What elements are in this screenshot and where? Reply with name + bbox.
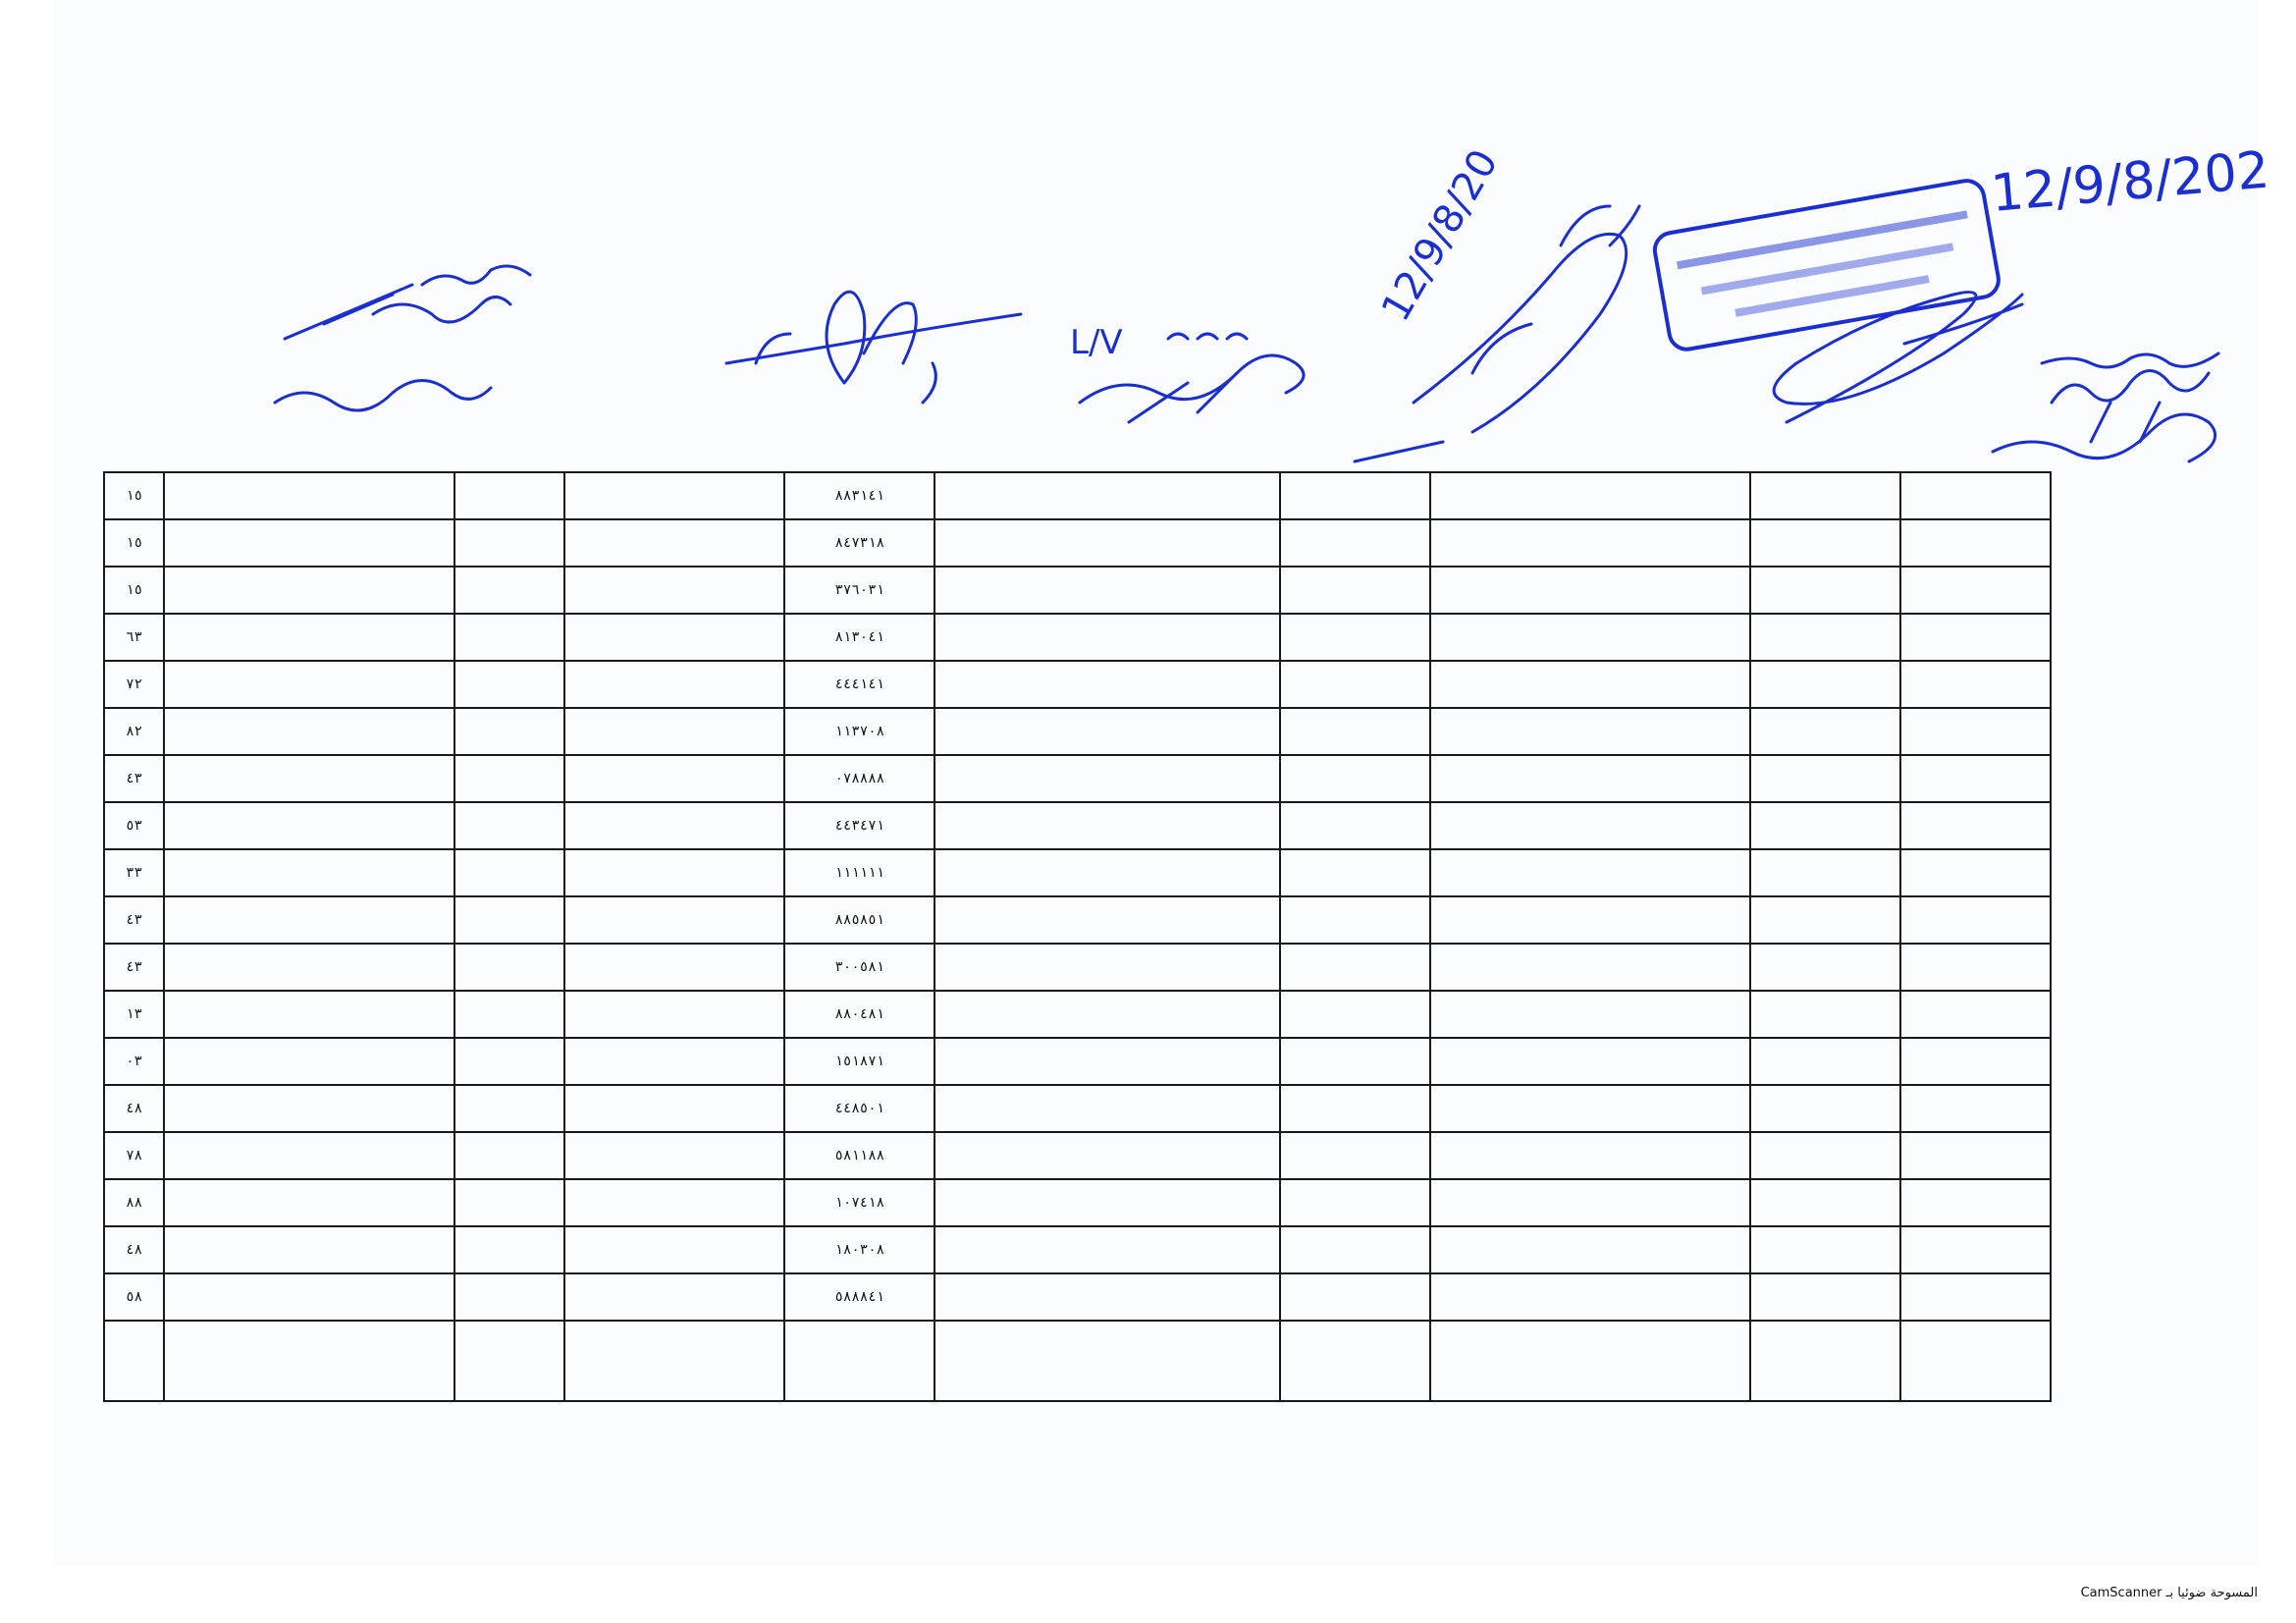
table-row: ٨٤٧٣١٨ ١٥ bbox=[104, 519, 2051, 567]
table-row: ٨٨٣١٤١ ١٥ bbox=[104, 472, 2051, 519]
table-row: ٨٨٥٨٥١ ٤٣ bbox=[104, 896, 2051, 944]
table-row: ٤٤٣٤٧١ ٥٣ bbox=[104, 802, 2051, 849]
table-row: ٣٠٠٥٨١ ٤٣ bbox=[104, 944, 2051, 991]
table-row: ٤٤٤١٤١ ٧٢ bbox=[104, 661, 2051, 708]
signature-4 bbox=[1355, 142, 1639, 461]
table-row: ٨٨٠٤٨١ ١٣ bbox=[104, 991, 2051, 1038]
table-row: ١١٣٧٠٨ ٨٢ bbox=[104, 708, 2051, 755]
date-1: 12/9/8/20 bbox=[1372, 141, 1508, 329]
date-2: 12/9/8/202 bbox=[1988, 140, 2272, 224]
initials-text: L/V bbox=[1070, 323, 1123, 362]
signature-1 bbox=[275, 266, 530, 410]
table-row: ٣٧٦٠٣١ ١٥ bbox=[104, 567, 2051, 614]
table-row: ١٠٧٤١٨ ٨٨ bbox=[104, 1179, 2051, 1226]
signature-5 bbox=[1774, 293, 2022, 423]
table-row: ٨١٣٠٤١ ٦٣ bbox=[104, 614, 2051, 661]
table-row: ١٥١٨٧١ ٠٣ bbox=[104, 1038, 2051, 1085]
table-row: ٤٤٨٥٠١ ٤٨ bbox=[104, 1085, 2051, 1132]
table-row: ٥٨١١٨٨ ٧٨ bbox=[104, 1132, 2051, 1179]
table-row: ١١١١١١ ٣٣ bbox=[104, 849, 2051, 896]
signature-6 bbox=[1993, 353, 2218, 461]
table-row: ١٨٠٣٠٨ ٤٨ bbox=[104, 1226, 2051, 1273]
table-row: ٠٧٨٨٨٨ ٤٣ bbox=[104, 755, 2051, 802]
signature-2 bbox=[726, 292, 1021, 403]
scanner-watermark: المسوحة ضوئيا بـ CamScanner bbox=[2080, 1586, 2258, 1600]
signature-3 bbox=[1070, 323, 1304, 422]
table-row: ٥٨٨٨٤١ ٥٨ bbox=[104, 1273, 2051, 1321]
